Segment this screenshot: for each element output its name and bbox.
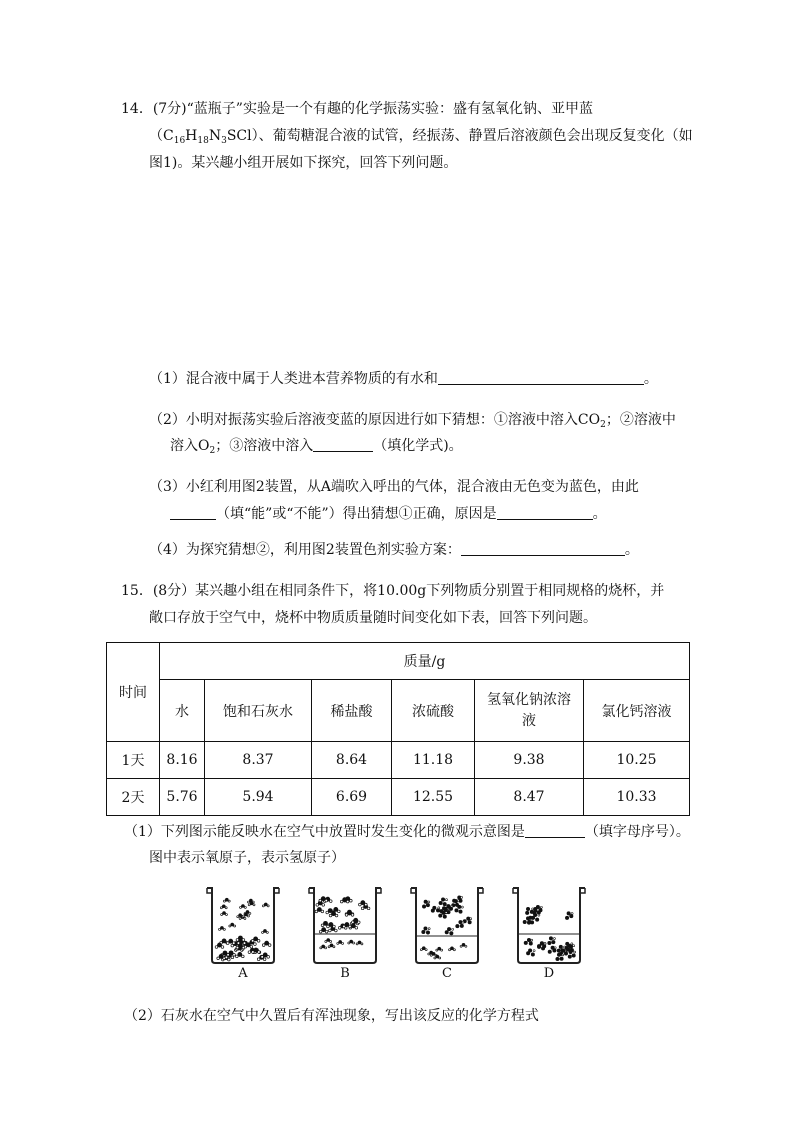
table-cell: 8.37 bbox=[205, 742, 312, 779]
table-cell: 12.55 bbox=[392, 779, 475, 816]
column-header: 氯化钙溶液 bbox=[584, 680, 690, 742]
column-header: 水 bbox=[160, 680, 205, 742]
column-header: 浓硫酸 bbox=[392, 680, 475, 742]
q15-part1-line2: 图中表示氧原子，表示氢原子） bbox=[149, 850, 345, 866]
q14-part3-line1: （3）小红利用图2装置，从A端吹入呼出的气体，混合液由无色变为蓝色，由此 bbox=[149, 479, 639, 495]
answer-blank[interactable] bbox=[170, 505, 216, 520]
table-row bbox=[107, 779, 690, 816]
row-time: 1天 bbox=[107, 742, 160, 779]
table-cell: 8.16 bbox=[160, 742, 205, 779]
answer-blank[interactable] bbox=[497, 505, 593, 520]
answer-blank[interactable] bbox=[461, 541, 625, 556]
table-row bbox=[107, 742, 690, 779]
beaker-label: D bbox=[543, 966, 555, 981]
answer-blank[interactable] bbox=[438, 370, 644, 385]
q15-intro-line2: 敞口存放于空气中，烧杯中物质质量随时间变化如下表，回答下列问题。 bbox=[149, 610, 597, 626]
table-cell: 9.38 bbox=[475, 742, 584, 779]
q14-intro-line1: 14．(7分)“蓝瓶子”实验是一个有趣的化学振荡实验：盛有氢氧化钠、亚甲蓝 bbox=[121, 101, 593, 117]
beaker-b-diagram bbox=[306, 884, 384, 966]
mass-header: 质量/g bbox=[160, 643, 690, 680]
beaker-label: A bbox=[238, 966, 248, 981]
beaker-c bbox=[408, 884, 486, 984]
q14-part4: （4）为探究猜想②，利用图2装置色剂实验方案： 。 bbox=[149, 542, 639, 558]
table-cell: 10.25 bbox=[584, 742, 690, 779]
table-cell: 8.64 bbox=[312, 742, 392, 779]
column-header: 氢氧化钠浓溶 液 bbox=[475, 680, 584, 742]
table-cell: 11.18 bbox=[392, 742, 475, 779]
q15-intro-line1: 15．(8分）某兴趣小组在相同条件下，将10.00g下列物质分别置于相同规格的烧杯，并 bbox=[121, 583, 665, 599]
answer-blank[interactable] bbox=[525, 823, 585, 838]
q15-part2: （2）石灰水在空气中久置后有浑浊现象，写出该反应的化学方程式 bbox=[124, 1008, 539, 1024]
mass-table bbox=[106, 642, 690, 816]
beaker-outline bbox=[207, 888, 279, 963]
table-cell: 6.69 bbox=[312, 779, 392, 816]
q14-intro-line2: $(C_{16}H_{18}N_3SCl)$、葡萄糖混合液的试管，经振荡、静置后溶液颜色会出现反复变化（如 bbox=[149, 128, 693, 146]
time-header: 时间 bbox=[107, 643, 160, 742]
table-cell: 10.33 bbox=[584, 779, 690, 816]
column-header: 饱和石灰水 bbox=[205, 680, 312, 742]
q14-part2-line2: 溶入$O_2$；③溶液中溶入 （填化学式)。 bbox=[170, 438, 463, 456]
table-cell: 5.76 bbox=[160, 779, 205, 816]
beaker-label: B bbox=[340, 966, 350, 981]
q14-part3-line2: （填“能”或“不能”）得出猜想①正确，原因是 。 bbox=[170, 504, 607, 524]
beaker-a bbox=[204, 884, 282, 984]
q15-part1-line1: （1）下列图示能反映水在空气中放置时发生变化的微观示意图是 （填字母序号）。 bbox=[124, 824, 690, 840]
column-header: 稀盐酸 bbox=[312, 680, 392, 742]
beaker-d bbox=[510, 884, 588, 984]
table-cell: 8.47 bbox=[475, 779, 584, 816]
beaker-a-diagram bbox=[204, 884, 282, 966]
table-cell: 5.94 bbox=[205, 779, 312, 816]
beaker-b bbox=[306, 884, 384, 984]
q14-intro-line3: 图1)。某兴趣小组开展如下探究，回答下列问题。 bbox=[149, 155, 458, 171]
q14-part2-line1: （2）小明对振荡实验后溶液变蓝的原因进行如下猜想：①溶液中溶入$CO_2$；②溶液中 bbox=[149, 412, 676, 430]
answer-blank[interactable] bbox=[313, 437, 373, 452]
beaker-d-diagram bbox=[510, 884, 588, 966]
beaker-c-diagram bbox=[408, 884, 486, 966]
q14-part1: （1）混合液中属于人类进本营养物质的有水和 。 bbox=[149, 371, 658, 387]
beaker-label: C bbox=[442, 966, 452, 981]
row-time: 2天 bbox=[107, 779, 160, 816]
